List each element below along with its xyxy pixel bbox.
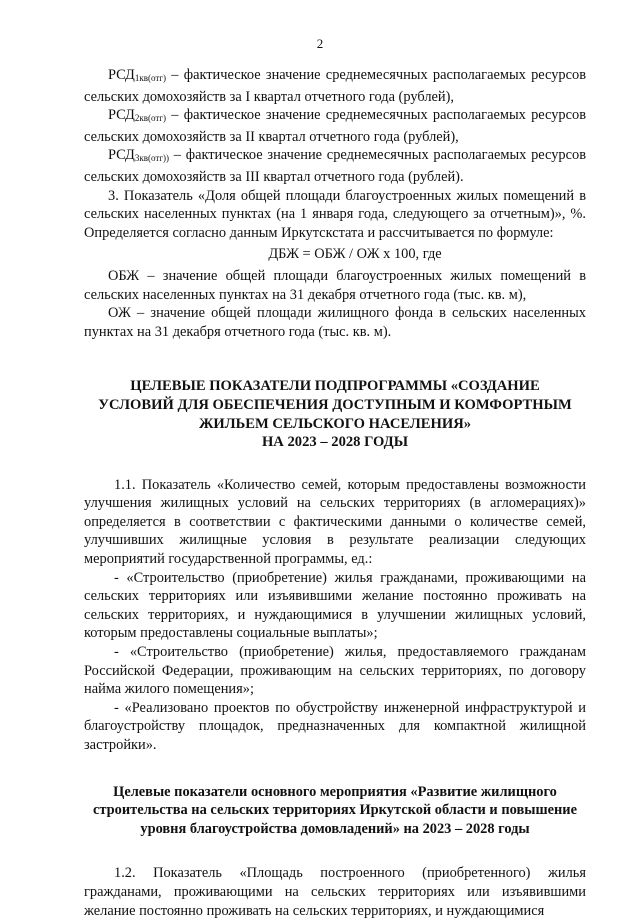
subscript: 3кв(отг)) [134, 153, 170, 164]
paragraph-1-1: 1.1. Показатель «Количество семей, которым предоставлены возможности улучшения жилищных условий на сельских территориях (в агломерациях)» определяется в соответствии с фактическими данными о количестве семей, улучшивших жилищные условия в результате реализации следующих мероприятий государственной программы, ед.: [84, 476, 586, 568]
formula: ДБЖ = ОБЖ / ОЖ х 100, где [268, 246, 442, 263]
heading-line: ЦЕЛЕВЫЕ ПОКАЗАТЕЛИ ПОДПРОГРАММЫ «СОЗДАНИЕ [130, 378, 540, 395]
section-heading [84, 377, 586, 451]
page-number: 2 [316, 36, 324, 51]
subsection-heading [84, 783, 586, 839]
symbol: РСД [108, 67, 135, 83]
symbol: РСД [108, 147, 135, 164]
document-body [84, 66, 586, 920]
definition-text: – фактическое значение среднемесячных располагаемых ресурсов сельских домохозяйств за I квартал отчетного года (рублей), [84, 67, 586, 105]
symbol: РСД [108, 107, 135, 124]
definition-text: – фактическое значение среднемесячных располагаемых ресурсов сельских домохозяйств за III квартал отчетного года (рублей). [84, 147, 586, 185]
bullet-item: - «Реализовано проектов по обустройству инженерной инфраструктурой и благоустройству площадок, предназначенных для компактной жилищной застройки». [84, 699, 586, 753]
definition-rsd1 [84, 66, 586, 106]
definition-rsd2 [84, 106, 586, 146]
subscript: 2кв(отг) [134, 113, 167, 124]
bullet-item: - «Строительство (приобретение) жилья гражданами, проживающими на сельских территориях или изъявившими желание постоянно проживать на сельских территориях, и нуждающимися в улучшении жилищных условий, которым предоставлены социальные выплаты»; [84, 569, 586, 642]
heading-line: строительства на сельских территориях Иркутской области и повышение [93, 802, 577, 819]
subscript: 1кв(отг) [134, 73, 167, 83]
heading-line: ЖИЛЬЕМ СЕЛЬСКОГО НАСЕЛЕНИЯ» [198, 415, 472, 432]
heading-line: уровня благоустройства домовладений» на 2023 – 2028 годы [140, 820, 530, 837]
obzh-definition: ОБЖ – значение общей площади благоустроенных жилых помещений в сельских населенных пунктах на 31 декабря отчетного года (тыс. кв. м), [84, 267, 586, 303]
definition-rsd3 [84, 146, 586, 186]
ozh-definition: ОЖ – значение общей площади жилищного фонда в сельских населенных пунктах на 31 декабря отчетного года (тыс. кв. м). [84, 305, 586, 340]
heading-line: Целевые показатели основного мероприятия «Развитие жилищного [113, 783, 557, 800]
bullet-item: - «Строительство (приобретение) жилья, предоставляемого гражданам Российской Федерации, проживающим на сельских территориях, по договору найма жилого помещения»; [84, 644, 586, 698]
indicator-3-paragraph: 3. Показатель «Доля общей площади благоустроенных жилых помещений в сельских населенных пунктах (на 1 января года, следующего за отчетным)», %. Определяется согласно данным Иркутскстата и рассчитывается по формуле: [84, 187, 586, 241]
paragraph-1-2: 1.2. Показатель «Площадь построенного (приобретенного) жилья гражданами, проживающими на сельских территориях или изъявившими желание постоянно проживать на сельских территориях, и нуждающимися [84, 865, 586, 919]
heading-line: НА 2023 – 2028 ГОДЫ [261, 434, 409, 451]
heading-line: УСЛОВИЙ ДЛЯ ОБЕСПЕЧЕНИЯ ДОСТУПНЫМ И КОМФОРТНЫМ [98, 396, 572, 413]
definition-text: – фактическое значение среднемесячных располагаемых ресурсов сельских домохозяйств за II квартал отчетного года (рублей), [84, 107, 586, 145]
